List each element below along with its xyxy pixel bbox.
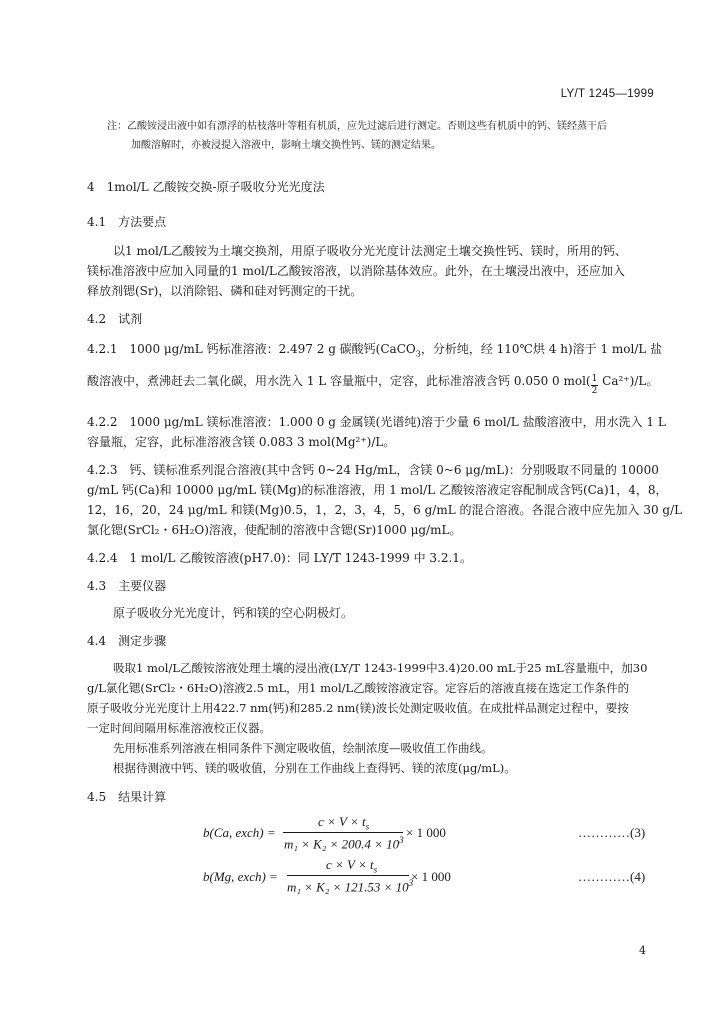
half-fraction-denominator: 2 (591, 386, 598, 396)
item-4-2-3-line-4: 氯化锶(SrCl₂・6H₂O)溶液，使配制的溶液中含锶(Sr)1000 μg/mL。 (87, 523, 462, 537)
item-4-2-3-line-2: g/mL 钙(Ca)和 10000 μg/mL 镁(Mg)的标准溶液，用 1 mol/L 乙酸铵溶液定容配制成含钙(Ca)1，4，8， (87, 483, 668, 497)
formula-3-tag: …………(3) (578, 825, 646, 840)
formula-3-denominator (284, 835, 404, 852)
caco3-subscript: 3 (415, 349, 421, 359)
formula-4-denominator (287, 878, 413, 895)
s43-para: 原子吸收分光光度计，钙和镁的空心阴极灯。 (113, 606, 354, 620)
formula-4-multiplier: × 1 000 (411, 869, 451, 884)
s41-para-line-3: 释放剂锶(Sr)，以消除铝、磷和硅对钙测定的干扰。 (87, 284, 363, 298)
formula-4-denominator-sup: 3 (408, 878, 414, 888)
formula-4-numerator (326, 857, 377, 875)
formula-4-tag: …………(4) (578, 869, 646, 884)
item-4-2-1-line-2 (87, 370, 659, 396)
formula-3-lhs: b(Ca, exch) = (203, 825, 276, 840)
note-line-1: 注：乙酸铵浸出液中如有漂浮的枯枝落叶等粗有机质，应先过滤后进行测定。否则这些有机质中的钙、镁经蒸干后 (107, 121, 607, 132)
standard-code: LY/T 1245—1999 (560, 88, 654, 100)
formula-3-multiplier: × 1 000 (406, 825, 446, 840)
item-4-2-4: 4.2.4 1 mol/L 乙酸铵溶液(pH7.0)：同 LY/T 1243-1999 中 3.2.1。 (87, 551, 472, 565)
s44-para-line-3: 原子吸收分光光度计上用422.7 nm(钙)和285.2 nm(镁)波长处测定吸收值。在成批样品测定过程中，要按 (87, 701, 629, 715)
section-4-title: 4 1mol/L 乙酸铵交换-原子吸收分光光度法 (87, 180, 325, 194)
s44-para-line-2: g/L氯化锶(SrCl₂・6H₂O)溶液2.5 mL，用1 mol/L乙酸铵溶液定容。定容后的溶液直接在选定工作条件的 (87, 681, 630, 695)
formula-3-denominator-sup: 3 (399, 835, 404, 845)
page-number: 4 (639, 944, 646, 957)
formula-3-numerator-text: c × V × t (318, 814, 366, 829)
item-4-2-1-text: 4.2.1 1000 μg/mL 钙标准溶液：2.497 2 g 碳酸钙(CaCO (87, 342, 416, 356)
section-4-1-title: 4.1 方法要点 (87, 215, 167, 229)
s44-para-line-5: 先用标准系列溶液在相同条件下测定吸收值，绘制浓度—吸收值工作曲线。 (113, 741, 493, 755)
section-4-4-title: 4.4 测定步骤 (87, 634, 167, 648)
s44-para-line-4: 一定时间间隔用标准溶液校正仪器。 (87, 721, 271, 735)
formula-3-fraction-bar (283, 832, 403, 833)
item-4-2-3-line-1: 4.2.3 钙、镁标准系列混合溶液(其中含钙 0~24 Hg/mL，含镁 0~6 μg/mL)：分别吸取不同量的 10000 (87, 463, 659, 477)
s41-para-line-2: 镁标准溶液中应加入同量的1 mol/L乙酸铵溶液，以消除基体效应。此外，在土壤浸出液中，还应加入 (87, 264, 625, 278)
item-4-2-3-line-3: 12，16，20，24 μg/mL 和镁(Mg)0.5，1，2，3，4，5，6 g/mL 的混合溶液。各混合液中应先加入 30 g/L (87, 503, 683, 517)
half-fraction-numerator: 1 (591, 374, 598, 384)
item-4-2-2-line-1: 4.2.2 1000 μg/mL 镁标准溶液：1.000 0 g 金属镁(光谱纯)溶于少量 6 mol/L 盐酸溶液中，用水洗入 1 L (87, 415, 666, 429)
formula-3-denominator-text: m₁ × K₂ × 200.4 × 10 (284, 836, 400, 852)
s41-para-line-1: 以1 mol/L乙酸铵为土壤交换剂，用原子吸收分光光度计法测定土壤交换性钙、镁时，所用的钙、 (113, 244, 627, 258)
item-4-2-1-line-1 (87, 340, 662, 358)
item-4-2-1-line-2-tail: Ca²⁺)/L。 (598, 374, 659, 388)
s44-para-line-6: 根据待测液中钙、镁的吸收值，分别在工作曲线上查得钙、镁的浓度(μg/mL)。 (113, 761, 516, 775)
half-fraction (591, 374, 599, 397)
note-line-2: 加酸溶解时，亦被浸提入溶液中，影响土壤交换性钙、镁的测定结果。 (131, 140, 441, 151)
formula-3-numerator-sub: s (365, 821, 370, 832)
item-4-2-1-tail: ，分析纯，经 110℃烘 4 h)溶于 1 mol/L 盐 (420, 342, 663, 356)
formula-4-numerator-sub: s (373, 864, 378, 875)
s44-para-line-1: 吸取1 mol/L乙酸铵溶液处理土壤的浸出液(LY/T 1243-1999中3.4)20.00 mL于25 mL容量瓶中，加30 (113, 661, 648, 675)
section-4-3-title: 4.3 主要仪器 (87, 579, 167, 593)
item-4-2-1-line-2-text: 酸溶液中，煮沸赶去二氧化碳，用水洗入 1 L 容量瓶中，定容，此标准溶液含钙 0.050 0 mol( (87, 374, 591, 388)
formula-3-numerator (318, 814, 369, 832)
formula-4-fraction-bar (287, 875, 409, 876)
formula-4-lhs: b(Mg, exch) = (203, 869, 278, 884)
formula-4-numerator-text: c × V × t (326, 857, 374, 872)
item-4-2-2-line-2: 容量瓶，定容，此标准溶液含镁 0.083 3 mol(Mg²⁺)/L。 (87, 435, 396, 449)
formula-4-denominator-text: m₁ × K₂ × 121.53 × 10 (287, 879, 409, 895)
section-4-2-title: 4.2 试剂 (87, 312, 143, 326)
section-4-5-title: 4.5 结果计算 (87, 790, 167, 804)
